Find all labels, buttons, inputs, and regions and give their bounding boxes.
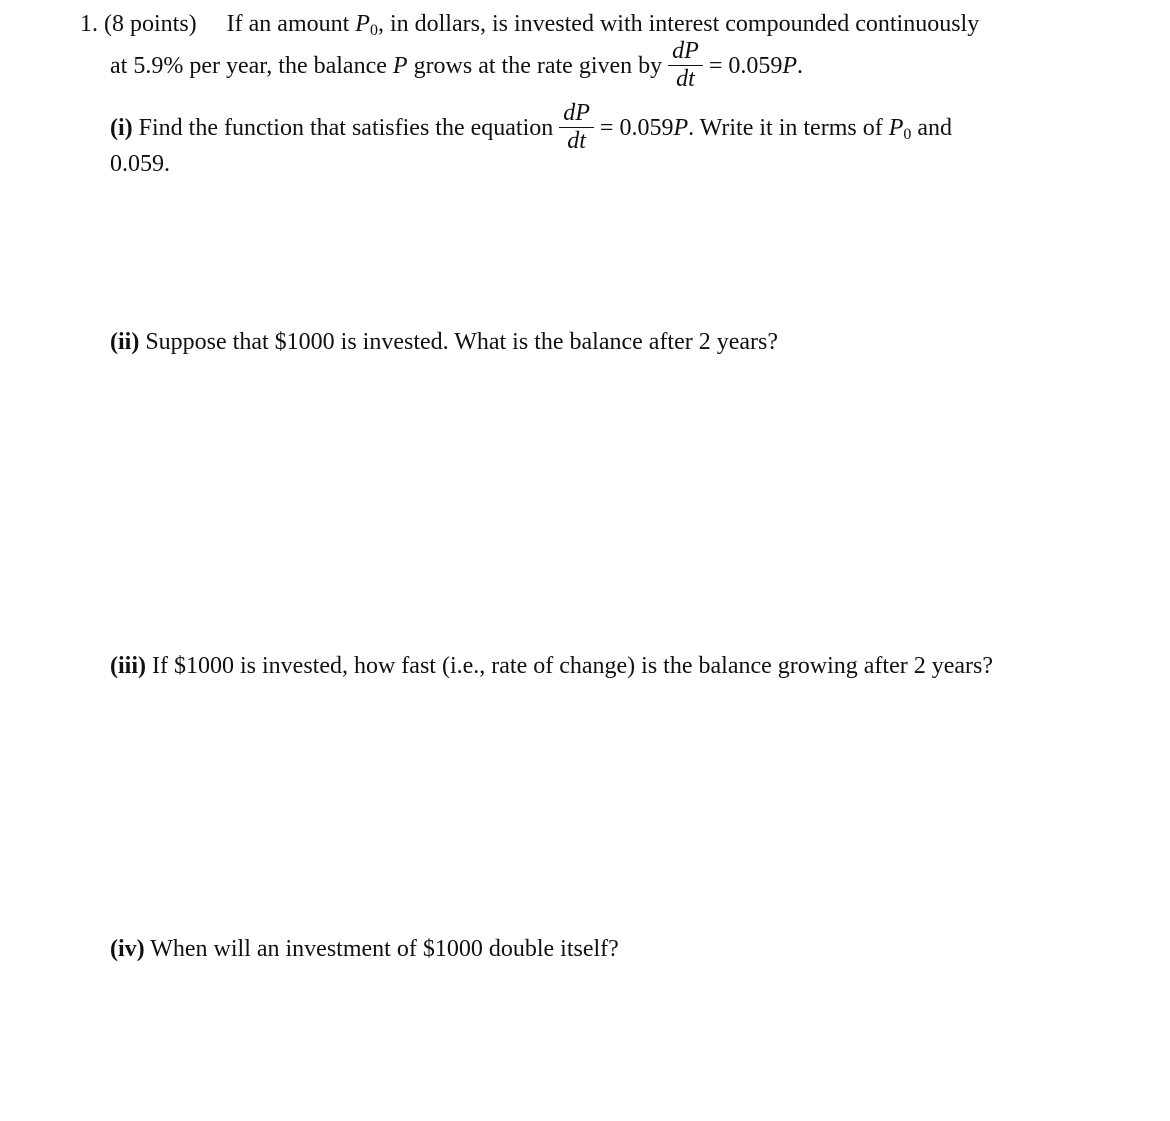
problem-intro-line2 — [110, 38, 803, 94]
problem-points: (8 points) — [104, 11, 197, 37]
part-i-p-symbol: P — [673, 115, 689, 141]
part-ii — [110, 328, 778, 356]
part-iii-text: If $1000 is invested, how fast (i.e., rate of change) is the balance growing after 2 years? — [146, 653, 994, 679]
part-i-line2-text: 0.059. — [110, 151, 170, 177]
fraction-numerator: dP — [668, 39, 703, 66]
part-i-p0-symbol: P — [888, 115, 904, 141]
equation-period: . — [797, 53, 804, 79]
problem-intro-line1 — [80, 10, 979, 38]
fraction-denominator: dt — [676, 66, 695, 93]
p0-subscript: 0 — [369, 22, 378, 39]
part-iv — [110, 935, 619, 963]
part-iv-text: When will an investment of $1000 double itself? — [144, 936, 619, 962]
part-i-fraction-denominator: dt — [567, 128, 586, 155]
part-i-text-b: = 0.059 — [593, 115, 674, 141]
p-symbol-rhs: P — [782, 53, 798, 79]
part-ii-text: Suppose that $1000 is invested. What is the balance after 2 years? — [139, 329, 779, 355]
part-iv-label: (iv) — [110, 936, 145, 962]
part-i-p0-subscript: 0 — [903, 126, 912, 143]
derivative-fraction — [668, 39, 703, 91]
equation-rhs: = 0.059 — [702, 53, 783, 79]
p0-symbol: P — [355, 11, 370, 37]
part-i-text-c: . Write it in terms of — [688, 115, 889, 141]
line2-text-a: at 5.9% per year, the balance — [110, 53, 393, 79]
part-i-text-a: Find the function that satisfies the equation — [132, 115, 554, 141]
part-i-label: (i) — [110, 115, 133, 141]
part-i-line1 — [110, 100, 952, 156]
part-iii — [110, 652, 993, 680]
part-i-derivative-fraction — [559, 101, 594, 153]
part-i-line2 — [110, 150, 170, 178]
problem-number: 1. — [80, 11, 98, 37]
line2-text-b: grows at the rate given by — [407, 53, 663, 79]
part-iii-label: (iii) — [110, 653, 146, 679]
part-i-fraction-numerator: dP — [559, 101, 594, 128]
intro-text-a: If an amount — [226, 11, 356, 37]
intro-text-b: , in dollars, is invested with interest compounded continuously — [377, 11, 980, 37]
part-ii-label: (ii) — [110, 329, 140, 355]
part-i-text-d: and — [911, 115, 953, 141]
p-symbol: P — [392, 53, 408, 79]
